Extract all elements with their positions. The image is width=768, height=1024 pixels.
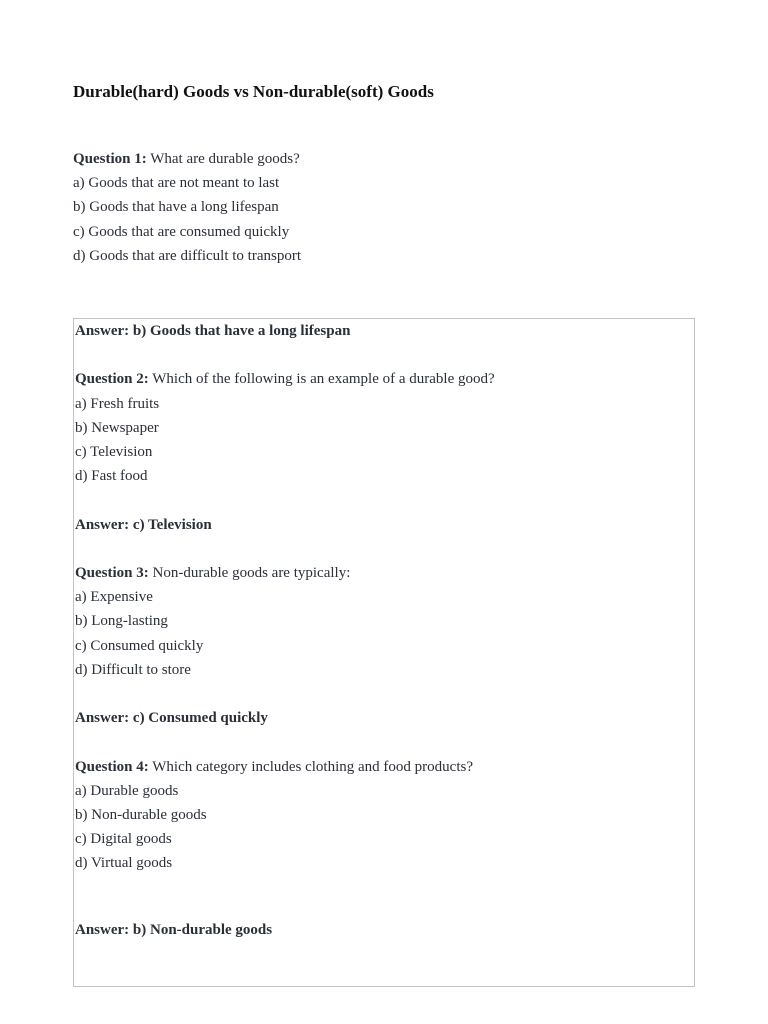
- question-2-stem: [75, 367, 495, 391]
- answer-2: Answer: c) Television: [75, 516, 212, 533]
- question-3-stem: [75, 561, 495, 585]
- question-4-option-a: a) Durable goods: [75, 782, 179, 799]
- document-title: Durable(hard) Goods vs Non-durable(soft) Goods: [73, 82, 434, 101]
- question-2-option-d: d) Fast food: [75, 468, 148, 485]
- question-3-option-a: a) Expensive: [75, 589, 153, 606]
- question-1-option-b: b) Goods that have a long lifespan: [73, 199, 279, 216]
- question-4-option-c: c) Digital goods: [75, 831, 172, 848]
- question-3-option-c: c) Consumed quickly: [75, 637, 204, 654]
- answer-box-content: [75, 319, 495, 876]
- question-1-label: Question 1:: [73, 151, 147, 167]
- question-1-text: What are durable goods?: [146, 151, 300, 167]
- question-4-option-b: b) Non-durable goods: [75, 806, 207, 823]
- answer-box: [73, 318, 695, 987]
- question-4-label: Question 4:: [75, 758, 149, 775]
- question-3-label: Question 3:: [75, 564, 149, 581]
- question-1-option-d: d) Goods that are difficult to transport: [73, 247, 302, 264]
- question-1-option-c: c) Goods that are consumed quickly: [73, 223, 290, 240]
- question-1: [73, 147, 301, 268]
- question-3-option-d: d) Difficult to store: [75, 661, 191, 678]
- question-1-stem: [73, 147, 301, 171]
- question-3-option-b: b) Long-lasting: [75, 613, 168, 630]
- question-3-text: Non-durable goods are typically:: [148, 564, 351, 581]
- question-4-option-d: d) Virtual goods: [75, 855, 173, 872]
- question-2-text: Which of the following is an example of a durable good?: [148, 371, 495, 388]
- question-2-option-b: b) Newspaper: [75, 419, 159, 436]
- question-1-option-a: a) Goods that are not meant to last: [73, 175, 280, 192]
- question-2-option-a: a) Fresh fruits: [75, 395, 160, 412]
- question-4-text: Which category includes clothing and food products?: [148, 758, 473, 775]
- question-2-label: Question 2:: [75, 371, 149, 388]
- question-2-option-c: c) Television: [75, 444, 153, 460]
- answer-3: Answer: c) Consumed quickly: [75, 710, 268, 727]
- answer-4: Answer: b) Non-durable goods: [75, 922, 273, 938]
- answer-1: Answer: b) Goods that have a long lifespan: [75, 323, 351, 339]
- question-4-stem: [75, 755, 495, 779]
